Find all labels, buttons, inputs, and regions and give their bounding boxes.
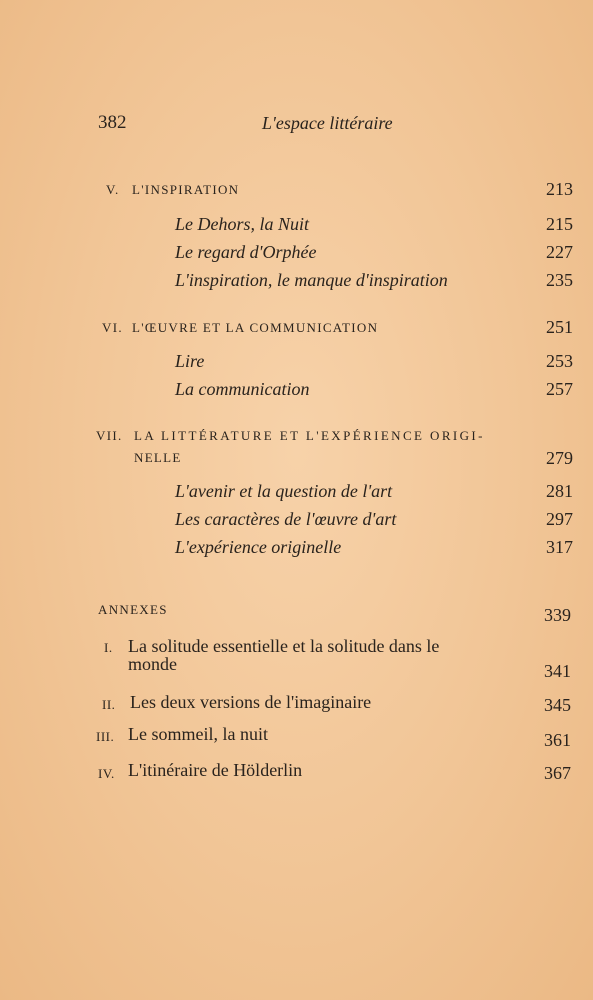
annex-item: Le sommeil, la nuit (128, 724, 268, 744)
toc-item: L'expérience originelle (175, 537, 342, 557)
section-page: 213 (546, 179, 573, 199)
annex-item: Les deux versions de l'imaginaire (130, 692, 372, 712)
section-title: L'ŒUVRE ET LA COMMUNICATION (132, 320, 379, 335)
annex-item-page: 361 (544, 730, 571, 750)
toc-item-page: 253 (546, 351, 573, 371)
annex-item-cont: monde (128, 654, 177, 674)
annex-item-page: 367 (544, 763, 571, 783)
section-title-cont: NELLE (134, 450, 182, 465)
annex-numeral: II. (102, 697, 116, 712)
section-numeral: VI. (102, 320, 123, 335)
section-numeral: V. (106, 182, 120, 197)
annexes-page: 339 (544, 605, 571, 625)
toc-item: Les caractères de l'œuvre d'art (175, 509, 397, 529)
toc-item-page: 227 (546, 242, 573, 262)
annex-item: La solitude essentielle et la solitude dans le (128, 636, 440, 656)
toc-item: L'inspiration, le manque d'inspiration (175, 270, 448, 290)
toc-item-page: 257 (546, 379, 573, 399)
section-title: LA LITTÉRATURE ET L'EXPÉRIENCE ORIGI- (134, 428, 485, 443)
annex-numeral: III. (96, 729, 115, 744)
running-title: L'espace littéraire (262, 113, 393, 133)
annexes-title: ANNEXES (98, 602, 168, 617)
toc-item-page: 215 (546, 214, 573, 234)
annex-item: L'itinéraire de Hölderlin (128, 760, 303, 780)
toc-item: L'avenir et la question de l'art (175, 481, 393, 501)
section-page: 251 (546, 317, 573, 337)
annex-item-page: 341 (544, 661, 571, 681)
page-number: 382 (98, 112, 127, 133)
toc-item: Le regard d'Orphée (175, 242, 317, 262)
toc-item-page: 317 (546, 537, 573, 557)
toc-item: Le Dehors, la Nuit (175, 214, 310, 234)
toc-item-page: 281 (546, 481, 573, 501)
section-title: L'INSPIRATION (132, 182, 240, 197)
toc-item-page: 297 (546, 509, 573, 529)
toc-item-page: 235 (546, 270, 573, 290)
annex-numeral: IV. (98, 766, 115, 781)
annex-item-page: 345 (544, 695, 571, 715)
toc-item: La communication (175, 379, 310, 399)
section-numeral: VII. (96, 428, 123, 443)
annex-numeral: I. (104, 640, 113, 655)
section-page: 279 (546, 448, 573, 468)
toc-item: Lire (175, 351, 205, 371)
